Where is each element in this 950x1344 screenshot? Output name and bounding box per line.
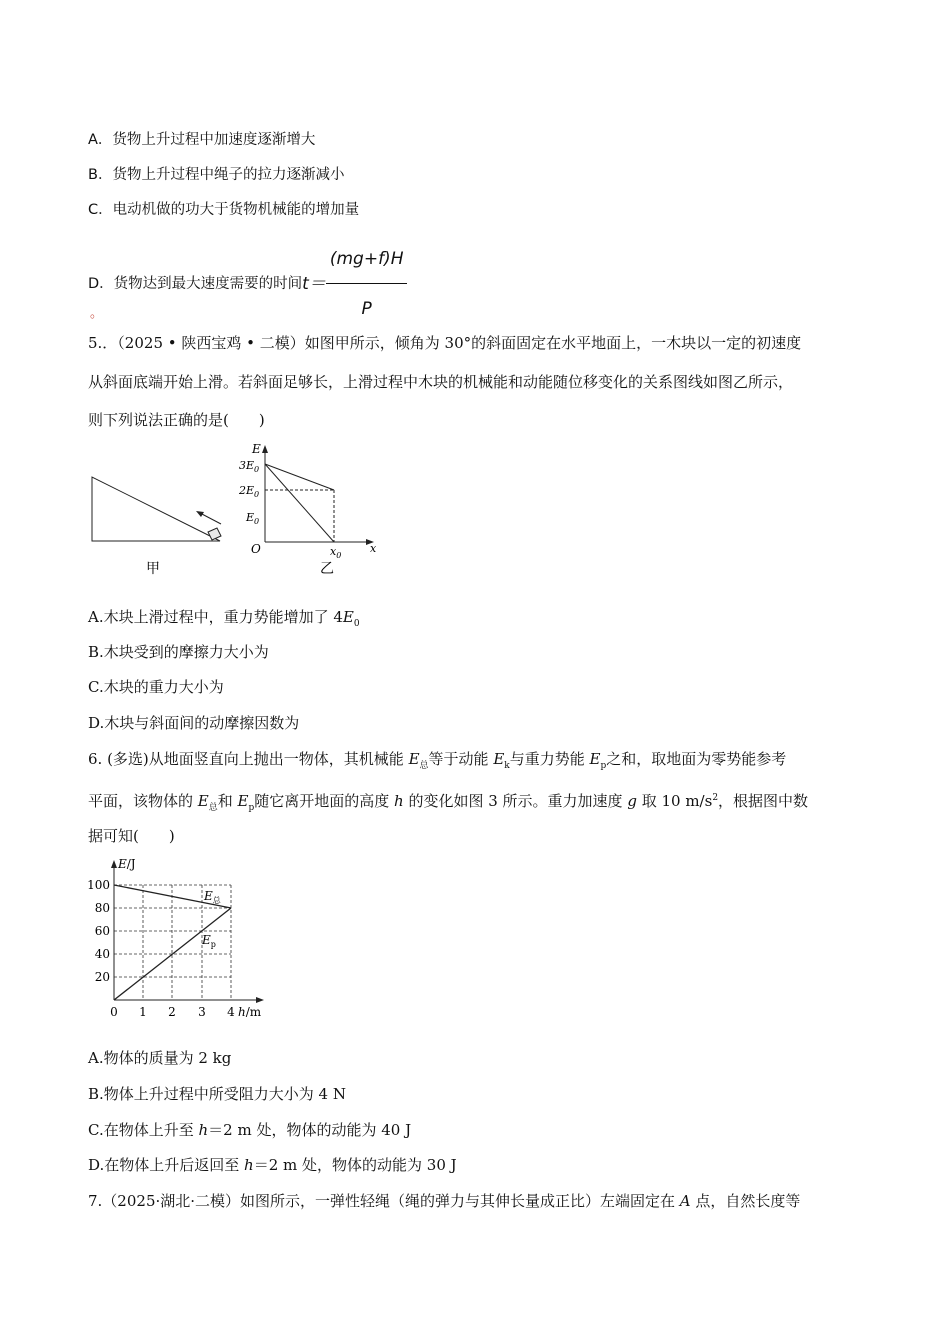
velocity-arrow bbox=[200, 513, 221, 524]
q5-option-b: B.木块受到的摩擦力大小为 bbox=[88, 643, 269, 661]
tick-2e0: $2E_0$ bbox=[239, 484, 260, 499]
stray-mark: 。 bbox=[90, 306, 104, 321]
incline-figure bbox=[92, 477, 221, 577]
q7-line-1: 7.（2025·湖北·二模）如图所示，一弹性轻绳（绳的弹力与其伸长量成正比）左端固定在 A 点，自然长度等 bbox=[88, 1192, 801, 1210]
q4-option-c: C．电动机做的功大于货物机械能的增加量 bbox=[88, 202, 360, 218]
svg-text:40: 40 bbox=[94, 947, 110, 961]
fraction-numerator: (mg+f)H bbox=[326, 236, 408, 284]
caption-jia: 甲 bbox=[146, 561, 160, 577]
x-axis-label: x bbox=[370, 542, 377, 555]
e-total-label: $E_总$ bbox=[204, 889, 221, 905]
q5-line-3: 则下列说法正确的是( ) bbox=[88, 411, 265, 429]
q6-option-a: A.物体的质量为 2 kg bbox=[88, 1049, 232, 1067]
tick-x0: $x_0$ bbox=[330, 545, 342, 560]
q6-line-1: 6. (多选)从地面竖直向上抛出一物体，其机械能 $E_总$等于动能 $E_k$与重力势能 $E_p$之和，取地面为零势能参考 bbox=[88, 750, 787, 771]
svg-text:3: 3 bbox=[198, 1005, 206, 1019]
caption-yi: 乙 bbox=[320, 561, 334, 577]
kinetic-energy-line bbox=[265, 464, 334, 542]
y-ticks bbox=[87, 878, 110, 984]
q5-option-a: A.木块上滑过程中，重力势能增加了 $4E_0$ bbox=[88, 608, 360, 629]
fraction-denominator: P bbox=[361, 299, 372, 319]
x-ticks bbox=[110, 1005, 235, 1019]
q5-line-1: 5.．（2025 • 陕西宝鸡 • 二模）如图甲所示，倾角为 30°的斜面固定在水平地面上，一木块以一定的初速度 bbox=[88, 334, 802, 352]
q5-option-c: C.木块的重力大小为 bbox=[88, 678, 224, 696]
x-axis-label: h/m bbox=[238, 1005, 262, 1019]
tick-3e0: $3E_0$ bbox=[239, 459, 260, 474]
y-axis-label: E/J bbox=[118, 857, 136, 871]
q4-option-d-text: D．货物达到最大速度需要的时间 bbox=[88, 276, 303, 292]
q4-option-b: B．货物上升过程中绳子的拉力逐渐减小 bbox=[88, 167, 345, 183]
q5-line-2: 从斜面底端开始上滑。若斜面足够长，上滑过程中木块的机械能和动能随位移变化的关系图线如图乙所示， bbox=[88, 373, 794, 391]
svg-text:80: 80 bbox=[94, 901, 110, 915]
q6-option-d: D.在物体上升后返回至 h＝2 m 处，物体的动能为 30 J bbox=[88, 1156, 457, 1174]
svg-text:2: 2 bbox=[168, 1005, 176, 1019]
q4-option-d-fraction bbox=[326, 236, 408, 332]
q4-option-d bbox=[88, 236, 407, 332]
q4-option-d-t: t＝ bbox=[302, 274, 326, 294]
q6-line-3: 据可知( ) bbox=[88, 827, 175, 845]
svg-text:100: 100 bbox=[87, 878, 110, 892]
q5-figures bbox=[80, 435, 390, 580]
svg-text:0: 0 bbox=[110, 1005, 118, 1019]
q6-option-b: B.物体上升过程中所受阻力大小为 4 N bbox=[88, 1085, 346, 1103]
svg-text:20: 20 bbox=[94, 970, 110, 984]
q4-option-a: A．货物上升过程中加速度逐渐增大 bbox=[88, 132, 316, 148]
svg-text:60: 60 bbox=[94, 924, 110, 938]
q5-option-d: D.木块与斜面间的动摩擦因数为 bbox=[88, 714, 300, 732]
block bbox=[208, 528, 221, 540]
mechanical-energy-line bbox=[265, 464, 334, 490]
y-axis-arrow bbox=[262, 445, 268, 453]
energy-graph bbox=[238, 442, 377, 577]
e-p-label: $E_p$ bbox=[202, 933, 216, 949]
q6-option-c: C.在物体上升至 h＝2 m 处，物体的动能为 40 J bbox=[88, 1121, 412, 1139]
tick-e0: $E_0$ bbox=[246, 511, 260, 526]
q6-energy-height-graph bbox=[80, 850, 280, 1025]
svg-text:1: 1 bbox=[139, 1005, 147, 1019]
origin-label: O bbox=[251, 542, 261, 556]
svg-text:4: 4 bbox=[227, 1005, 235, 1019]
q6-line-2: 平面，该物体的 $E_总$和 $E_p$随它离开地面的高度 h 的变化如图 3 所示。重力加速度 g 取 10 $m/s^2$，根据图中数 bbox=[88, 792, 809, 813]
x-axis-arrow bbox=[256, 997, 264, 1003]
y-axis-label: E bbox=[252, 442, 261, 456]
y-axis-arrow bbox=[111, 860, 117, 868]
